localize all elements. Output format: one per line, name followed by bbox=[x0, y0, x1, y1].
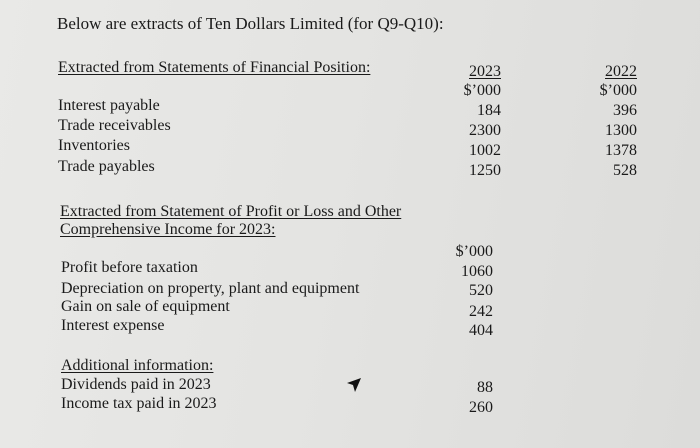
pl-row-value-gain-on-sale: 242 bbox=[469, 303, 493, 320]
sofp-heading: Extracted from Statements of Financial Position: bbox=[58, 59, 371, 76]
sofp-row-value-2022-trade-payables: 528 bbox=[613, 162, 637, 179]
pl-row-value-profit-before-taxation: 1060 bbox=[461, 263, 493, 280]
mouse-pointer-icon bbox=[345, 376, 363, 394]
additional-heading: Additional information: bbox=[61, 357, 214, 374]
pl-row-label-gain-on-sale: Gain on sale of equipment bbox=[61, 298, 230, 315]
sofp-unit-2023: $’000 bbox=[463, 82, 501, 99]
pl-row-value-depreciation: 520 bbox=[469, 282, 493, 299]
pl-unit: $’000 bbox=[455, 243, 493, 260]
pl-row-value-interest-expense: 404 bbox=[469, 322, 493, 339]
pl-row-label-depreciation: Depreciation on property, plant and equipment bbox=[61, 280, 360, 297]
sofp-row-value-2022-inventories: 1378 bbox=[605, 142, 637, 159]
additional-row-value-income-tax: 260 bbox=[469, 399, 493, 416]
additional-row-label-dividends: Dividends paid in 2023 bbox=[61, 376, 211, 393]
sofp-col-2022-header: 2022 bbox=[605, 63, 637, 80]
sofp-row-value-2023-trade-receivables: 2300 bbox=[469, 122, 501, 139]
additional-row-value-dividends: 88 bbox=[477, 379, 493, 396]
sofp-row-value-2022-interest-payable: 396 bbox=[613, 102, 637, 119]
sofp-row-value-2022-trade-receivables: 1300 bbox=[605, 122, 637, 139]
sofp-row-value-2023-trade-payables: 1250 bbox=[469, 162, 501, 179]
pl-row-label-interest-expense: Interest expense bbox=[61, 317, 165, 334]
sofp-row-value-2023-interest-payable: 184 bbox=[477, 102, 501, 119]
sofp-row-label-inventories: Inventories bbox=[58, 137, 130, 154]
pl-row-label-profit-before-taxation: Profit before taxation bbox=[61, 259, 198, 276]
sofp-col-2023-header: 2023 bbox=[469, 63, 501, 80]
sofp-row-label-trade-payables: Trade payables bbox=[58, 158, 155, 175]
intro-text: Below are extracts of Ten Dollars Limited (for Q9-Q10): bbox=[57, 14, 444, 33]
pl-heading-line1: Extracted from Statement of Profit or Loss and Other bbox=[60, 203, 402, 220]
pl-heading-line2: Comprehensive Income for 2023: bbox=[60, 221, 276, 238]
sofp-unit-2022: $’000 bbox=[599, 82, 637, 99]
sofp-row-label-trade-receivables: Trade receivables bbox=[58, 117, 171, 134]
additional-row-label-income-tax: Income tax paid in 2023 bbox=[61, 395, 217, 412]
sofp-row-value-2023-inventories: 1002 bbox=[469, 142, 501, 159]
sofp-row-label-interest-payable: Interest payable bbox=[58, 97, 160, 114]
